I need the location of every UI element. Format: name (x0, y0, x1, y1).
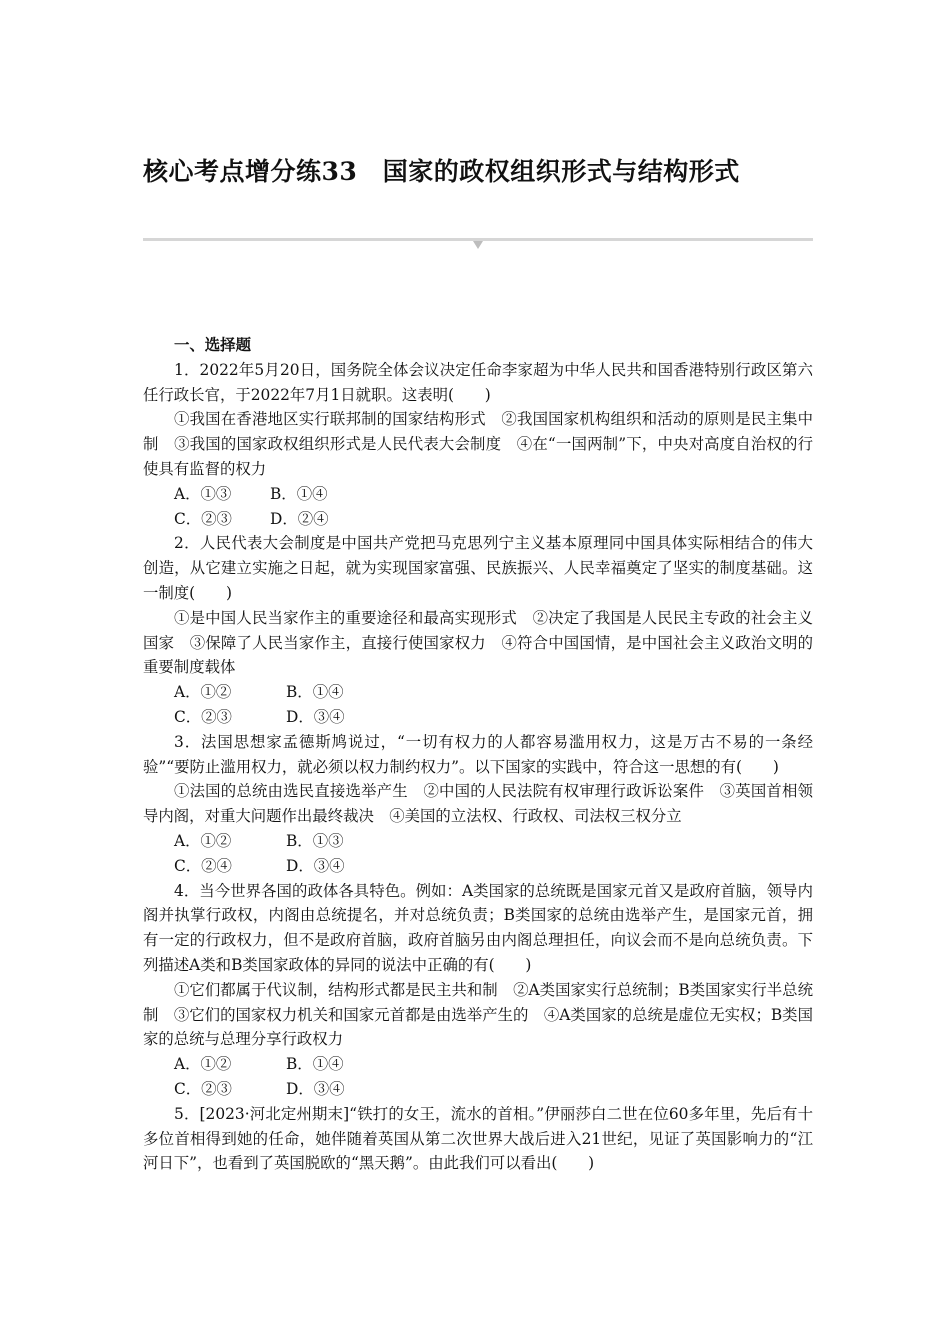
question-3-options-row-1 (143, 829, 813, 854)
question-2-options-row-1 (143, 680, 813, 705)
question-4-statements: ①它们都属于代议制，结构形式都是民主共和制 ②A类国家实行总统制；B类国家实行半总统制 ③它们的国家权力机关和国家元首都是由选举产生的 ④A类国家的总统是虚位无实权；B类国家的总统与总理分享行政权力 (143, 980, 813, 1049)
question-3-stem: 3．法国思想家孟德斯鸠说过，“一切有权力的人都容易滥用权力，这是万古不易的一条经验”“要防止滥用权力，就必须以权力制约权力”。以下国家的实践中，符合这一思想的有( ) (143, 732, 813, 776)
question-2-options-row-2 (143, 705, 813, 730)
question-1-stem: 1．2022年5月20日，国务院全体会议决定任命李家超为中华人民共和国香港特别行政区第六任行政长官，于2022年7月1日就职。这表明( ) (143, 360, 813, 404)
question-4-stem: 4．当今世界各国的政体各具特色。例如：A类国家的总统既是国家元首又是政府首脑，领导内阁并执掌行政权，内阁由总统提名，并对总统负责；B类国家的总统由选举产生，是国家元首，拥有一定的行政权力，但不是政府首脑，政府首脑另由内阁总理担任，向议会而不是向总统负责。下列描述A类和B类国家政体的异同的说法中正确的有( ) (143, 881, 813, 974)
question-1-option-a: A．①③ (174, 484, 232, 503)
question-2-option-a: A．①② (174, 683, 232, 702)
question-2-option-c: C．②③ (174, 707, 232, 726)
page-title: 核心考点增分练33 国家的政权组织形式与结构形式 (143, 157, 740, 186)
question-3-options-row-2 (143, 854, 813, 879)
question-4-options-row-2 (143, 1077, 813, 1102)
question-4-option-c: C．②③ (174, 1079, 232, 1098)
question-3-option-b: B．①③ (286, 831, 344, 850)
question-2-option-d: D．③④ (286, 707, 345, 726)
question-3-option-c: C．②④ (174, 856, 232, 875)
question-3-option-d: D．③④ (286, 856, 345, 875)
question-1-options-row-1 (143, 482, 813, 507)
question-list (143, 333, 813, 1176)
divider-arrow-icon (473, 241, 483, 249)
section-heading: 一、选择题 (174, 336, 251, 354)
question-4-options-row-1 (143, 1052, 813, 1077)
question-4-option-b: B．①④ (286, 1055, 344, 1074)
question-1-option-d: D．②④ (270, 509, 329, 528)
question-3-option-a: A．①② (174, 831, 232, 850)
question-4-option-a: A．①② (174, 1055, 232, 1074)
question-4-option-d: D．③④ (286, 1079, 345, 1098)
question-1-statements: ①我国在香港地区实行联邦制的国家结构形式 ②我国国家机构组织和活动的原则是民主集中制 ③我国的国家政权组织形式是人民代表大会制度 ④在“一国两制”下，中央对高度自治权的行使具有监督的权力 (143, 410, 813, 478)
question-1-options-row-2 (143, 507, 813, 532)
question-1-option-c: C．②③ (174, 509, 232, 528)
question-2-stem: 2．人民代表大会制度是中国共产党把马克思列宁主义基本原理同中国具体实际相结合的伟大创造，从它建立实施之日起，就为实现国家富强、民族振兴、人民幸福奠定了坚实的制度基础。这一制度( ) (143, 534, 813, 602)
question-2-option-b: B．①④ (286, 683, 344, 702)
question-2-statements: ①是中国人民当家作主的重要途径和最高实现形式 ②决定了我国是人民民主专政的社会主义国家 ③保障了人民当家作主，直接行使国家权力 ④符合中国国情，是中国社会主义政治文明的重要制度载体 (143, 608, 813, 677)
question-5-stem: 5．[2023·河北定州期末]“铁打的女王，流水的首相。”伊丽莎白二世在位60多年里，先后有十多位首相得到她的任命，她伴随着英国从第二次世界大战后进入21世纪，见证了英国影响力的“江河日下”，也看到了英国脱欧的“黑天鹅”。由此我们可以看出( ) (143, 1104, 813, 1173)
question-1-option-b: B．①④ (270, 484, 328, 503)
question-3-statements: ①法国的总统由选民直接选举产生 ②中国的人民法院有权审理行政诉讼案件 ③英国首相领导内阁，对重大问题作出最终裁决 ④美国的立法权、行政权、司法权三权分立 (143, 782, 813, 826)
